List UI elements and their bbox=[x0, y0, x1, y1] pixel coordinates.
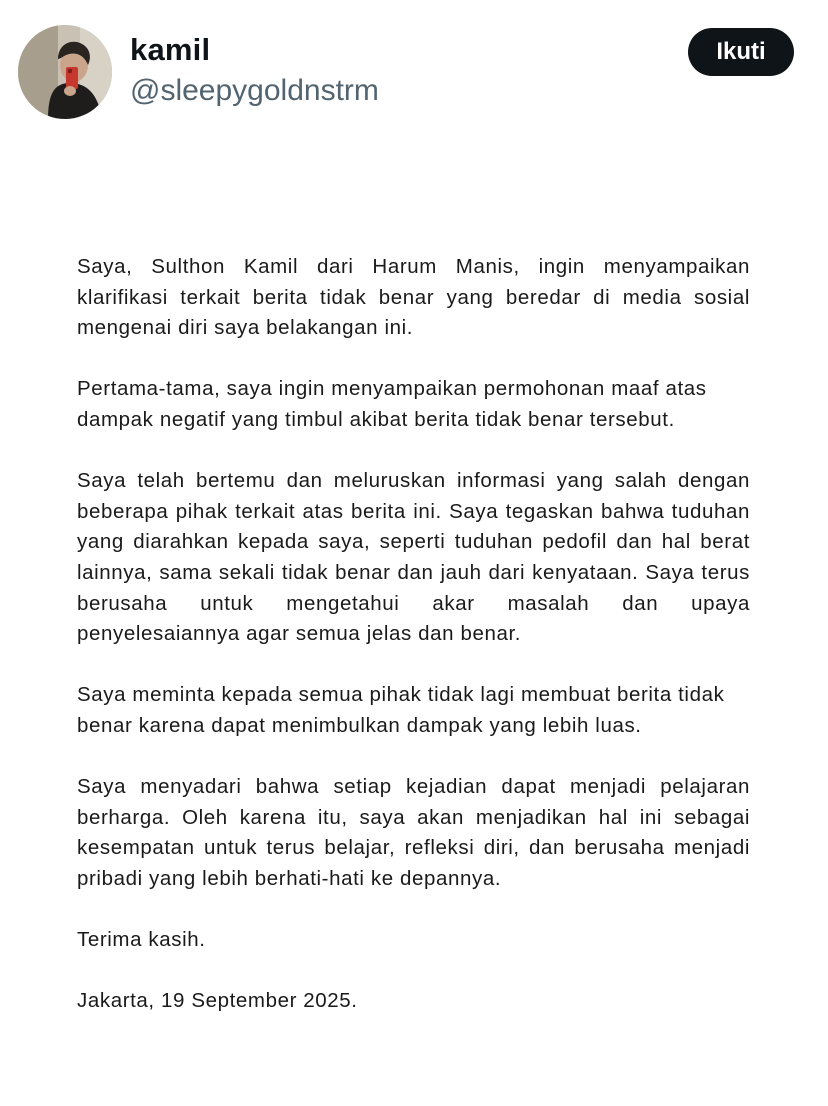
statement-place-date: Jakarta, 19 September 2025. bbox=[77, 989, 358, 1013]
statement-paragraph: Pertama-tama, saya ingin menyampaikan permohonan maaf atas dampak negatif yang timbul akibat berita tidak benar tersebut. bbox=[77, 377, 707, 431]
follow-button[interactable]: Ikuti bbox=[688, 28, 794, 76]
user-handle[interactable]: @sleepygoldnstrm bbox=[130, 74, 379, 107]
statement-closing: Terima kasih. bbox=[77, 928, 206, 952]
statement-text bbox=[77, 252, 750, 1047]
statement-paragraph: Saya, Sulthon Kamil dari Harum Manis, ingin menyampaikan klarifikasi terkait berita tidak benar yang beredar di media sosial mengenai diri saya belakangan ini. bbox=[77, 255, 750, 340]
statement-paragraph: Saya menyadari bahwa setiap kejadian dapat menjadi pelajaran berharga. Oleh karena itu, saya akan menjadikan hal ini sebagai kesempatan untuk terus belajar, refleksi diri, dan berusaha menjadi pribadi yang lebih berhati-hati ke depannya. bbox=[77, 775, 750, 890]
avatar[interactable] bbox=[18, 25, 112, 119]
statement-paragraph: Saya meminta kepada semua pihak tidak lagi membuat berita tidak benar karena dapat menimbulkan dampak yang lebih luas. bbox=[77, 683, 725, 737]
post-header bbox=[0, 0, 828, 130]
avatar-image bbox=[18, 25, 112, 119]
statement-paragraph: Saya telah bertemu dan meluruskan informasi yang salah dengan beberapa pihak terkait atas berita ini. Saya tegaskan bahwa tuduhan yang diarahkan kepada saya, seperti tuduhan pedofil dan hal berat lainnya, sama sekali tidak benar dan jauh dari kenyataan. Saya terus berusaha untuk mengetahui akar masalah dan upaya penyelesaiannya agar semua jelas dan benar. bbox=[77, 469, 750, 646]
display-name[interactable]: kamil bbox=[130, 32, 211, 67]
